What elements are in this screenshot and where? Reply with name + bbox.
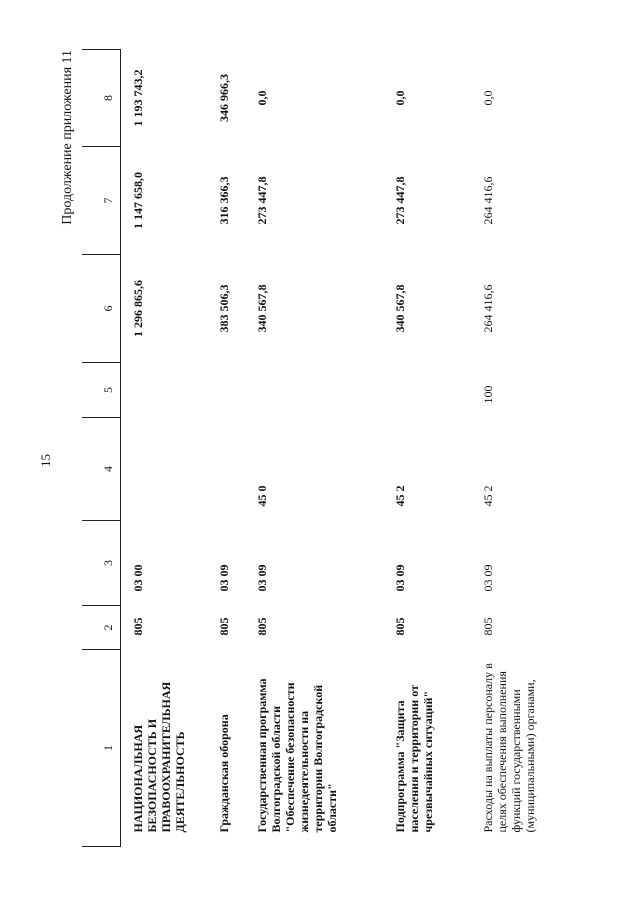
row-amount-6: 383 506,3 xyxy=(217,284,231,333)
row-amount-8: 0,0 xyxy=(393,90,407,106)
row-name: Государственная программа Волгоградской области "Обеспечение безопасности жизнедеятельности на территории Волгоградской области" xyxy=(255,678,339,833)
table-header-row xyxy=(82,50,121,847)
row-expense-type xyxy=(121,363,208,418)
row-target: 45 2 xyxy=(481,485,495,507)
row-name: Расходы на выплаты персоналу в целях обеспечения выполнения функций государственными (муниципальными) органами, xyxy=(481,663,537,833)
row-name: Гражданская оборона xyxy=(217,714,231,833)
continuation-label: Продолжение приложения 11 xyxy=(60,50,75,225)
row-amount-8: 0,0 xyxy=(255,90,269,106)
row-name: Подпрограмма "Защита населения и территории от чрезвычайных ситуаций" xyxy=(393,685,435,833)
row-section: 03 00 xyxy=(131,564,145,592)
row-amount-7: 264 416,6 xyxy=(481,176,495,225)
row-code: 805 xyxy=(481,617,495,636)
column-header: 4 xyxy=(82,418,121,521)
column-header: 7 xyxy=(82,147,121,255)
row-amount-6: 340 567,8 xyxy=(393,284,407,333)
row-section: 03 09 xyxy=(393,564,407,592)
row-amount-7: 273 447,8 xyxy=(255,176,269,225)
row-amount-7: 273 447,8 xyxy=(393,176,407,225)
row-code: 805 xyxy=(255,617,269,636)
row-amount-8: 346 966,3 xyxy=(217,74,231,122)
row-amount-7: 316 366,3 xyxy=(217,176,231,225)
row-expense-type xyxy=(383,363,471,418)
table-row xyxy=(121,50,208,847)
row-section: 03 09 xyxy=(255,564,269,592)
row-amount-6: 340 567,8 xyxy=(255,284,269,333)
row-target: 45 0 xyxy=(255,485,269,507)
row-target xyxy=(121,418,208,521)
column-header: 2 xyxy=(82,606,121,650)
row-amount-7: 1 147 658,0 xyxy=(131,172,145,229)
column-header: 5 xyxy=(82,363,121,418)
budget-table xyxy=(82,49,571,847)
page-number: 15 xyxy=(38,454,53,467)
row-code: 805 xyxy=(393,617,407,636)
column-header: 8 xyxy=(82,50,121,147)
row-expense-type xyxy=(207,363,245,418)
column-header: 3 xyxy=(82,521,121,606)
table-row xyxy=(383,50,471,847)
table-row xyxy=(471,50,571,847)
row-amount-8: 0,0 xyxy=(481,90,495,106)
row-amount-6: 264 416,6 xyxy=(481,284,495,333)
row-section: 03 09 xyxy=(481,564,495,592)
row-expense-type xyxy=(245,363,383,418)
row-amount-8: 1 193 743,2 xyxy=(131,69,145,127)
row-amount-6: 1 296 865,6 xyxy=(131,280,145,337)
row-code: 805 xyxy=(217,617,231,636)
row-target: 45 2 xyxy=(393,485,407,507)
row-name: НАЦИОНАЛЬНАЯ БЕЗОПАСНОСТЬ И ПРАВООХРАНИТЕЛЬНАЯ ДЕЯТЕЛЬНОСТЬ xyxy=(131,681,187,833)
row-expense-type: 100 xyxy=(481,385,495,404)
table-row xyxy=(207,50,245,847)
row-target xyxy=(207,418,245,521)
column-header: 1 xyxy=(82,650,121,847)
table-row xyxy=(245,50,383,847)
column-header: 6 xyxy=(82,255,121,363)
row-section: 03 09 xyxy=(217,564,231,592)
row-code: 805 xyxy=(131,617,145,636)
